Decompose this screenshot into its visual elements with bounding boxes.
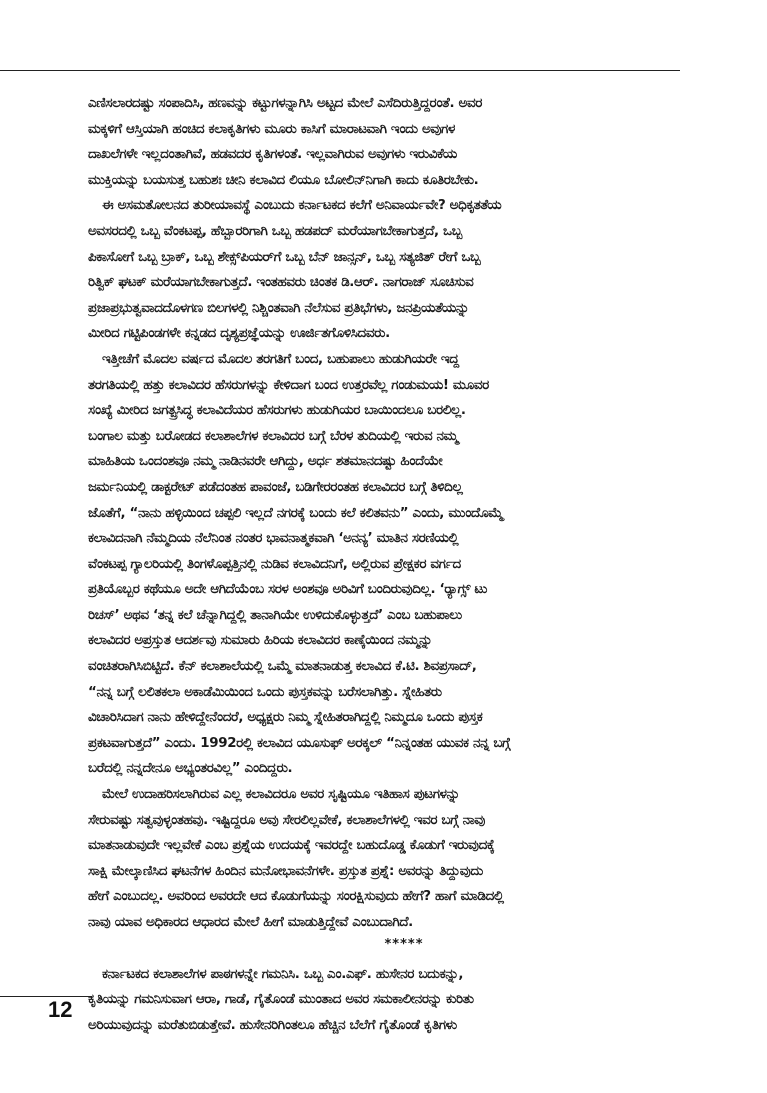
text-line: ಕಲಾವಿದರ ಅಪ್ರಸ್ತುತ ಆದರ್ಶವು ಸುಮಾರು ಹಿರಿಯ ಕಲಾವಿದರ ಕಾಣ್ಕೆಯಿಂದ ನಮ್ಮನ್ನು xyxy=(88,633,433,649)
text-line: ಎಣಿಸಲಾರದಷ್ಟು ಸಂಪಾದಿಸಿ, ಹಣವನ್ನು ಕಟ್ಟುಗಳನ್ನಾಗಿಸಿ ಅಟ್ಟದ ಮೇಲೆ ಎಸೆದಿರುತ್ತಿದ್ದರಂತೆ. ಅವರ xyxy=(88,96,482,111)
footer-rule xyxy=(0,996,92,997)
text-line: ಅರಿಯುವುದನ್ನು ಮರೆತುಬಿಡುತ್ತೇವೆ. ಹುಸೇನರಿಗಿಂತಲೂ ಹೆಚ್ಚಿನ ಬೆಲೆಗೆ ಗೈತೊಂಡೆ ಕೃತಿಗಳು xyxy=(88,1017,457,1033)
text-line: ಇತ್ತೀಚೆಗೆ ಮೊದಲ ವರ್ಷದ ಮೊದಲ ತರಗತಿಗೆ ಬಂದ, ಬಹುಪಾಲು ಹುಡುಗಿಯರೇ ಇದ್ದ xyxy=(102,351,459,367)
text-line: ಜೊತೆಗೆ, “ನಾನು ಹಳ್ಳಿಯಿಂದ ಚಪ್ಪಲಿ ಇಲ್ಲದೆ ನಗರಕ್ಕೆ ಬಂದು ಕಲೆ ಕಲಿತವನು” ಎಂದು, ಮುಂದೊಮ್ಮೆ xyxy=(88,505,504,521)
text-line: ಈ ಅಸಮತೋಲನದ ತುರೀಯಾವಸ್ಥೆ ಎಂಬುದು ಕರ್ನಾಟಕದ ಕಲೆಗೆ ಅನಿವಾರ್ಯವೇ? ಅಧಿಕೃತತೆಯ xyxy=(102,198,502,214)
text-line: ಸಂಖ್ಯೆ ಮೀರಿದ ಜಗತ್ಪ್ರಸಿದ್ಧ ಕಲಾವಿದೆಯರ ಹೆಸರುಗಳು ಹುಡುಗಿಯರ ಬಾಯಿಂದಲೂ ಬರಲಿಲ್ಲ. xyxy=(88,403,466,419)
paragraph xyxy=(88,91,680,193)
text-line: ಪ್ರತಿಯೊಬ್ಬರ ಕಥೆಯೂ ಅದೇ ಆಗಿದೆಯೆಂಬ ಸರಳ ಅಂಶವೂ ಅರಿವಿಗೆ ಬಂದಿರುವುದಿಲ್ಲ. ‘ರ್‍ಯಾಗ್ಸ್ ಟು xyxy=(88,582,488,598)
text-line: ಕರ್ನಾಟಕದ ಕಲಾಶಾಲೆಗಳ ಪಾಠಗಳನ್ನೇ ಗಮನಿಸಿ. ಒಬ್ಬ ಎಂ.ಎಫ್. ಹುಸೇನರ ಬದುಕನ್ನು, xyxy=(102,966,464,982)
text-line: ತರಗತಿಯಲ್ಲಿ ಹತ್ತು ಕಲಾವಿದರ ಹೆಸರುಗಳನ್ನು ಕೇಳಿದಾಗ ಬಂದ ಉತ್ತರವೆಲ್ಲ ಗಂಡುಮಯ! ಮೂವರ xyxy=(88,377,489,393)
paragraph xyxy=(88,962,680,1039)
text-line: ಮಕ್ಕಳಿಗೆ ಆಸ್ತಿಯಾಗಿ ಹಂಚಿದ ಕಲಾಕೃತಿಗಳು ಮೂರು ಕಾಸಿಗೆ ಮಾರಾಟವಾಗಿ ಇಂದು ಅವುಗಳ xyxy=(88,121,455,137)
text-line: ಮೀರಿದ ಗಟ್ಟಿಪಿಂಡಗಳೇ ಕನ್ನಡದ ದೃಶ್ಯಪ್ರಜ್ಞೆಯನ್ನು ಊರ್ಜಿತಗೊಳಿಸಿದವರು. xyxy=(88,326,390,342)
text-line: ರಿತ್ವಿಕ್ ಘಟಕ್ ಮರೆಯಾಗಬೇಕಾಗುತ್ತದೆ. ಇಂತಹವರು ಚಿಂತಕ ಡಿ.ಆರ್. ನಾಗರಾಜ್ ಸೂಚಿಸುವ xyxy=(88,275,474,291)
text-line: ಬರೆದಲ್ಲಿ ನನ್ನದೇನೂ ಅಭ್ಯಂತರವಿಲ್ಲ” ಎಂದಿದ್ದರು. xyxy=(88,761,293,777)
text-line: ವೆಂಕಟಪ್ಪ ಗ್ಯಾಲರಿಯಲ್ಲಿ ತಿಂಗಳೊಪ್ಪತ್ತಿನಲ್ಲಿ ನುಡಿವ ಕಲಾವಿದನಿಗೆ, ಅಲ್ಲಿರುವ ಪ್ರೇಕ್ಷಕರ ವರ್ಗದ xyxy=(88,556,461,572)
paragraph xyxy=(88,782,680,936)
section-separator: ***** xyxy=(384,936,424,952)
text-line: ರಿಚಸ್’ ಅಥವ ‘ತನ್ನ ಕಲೆ ಚೆನ್ನಾಗಿದ್ದಲ್ಲಿ ತಾನಾಗಿಯೇ ಉಳಿದುಕೊಳ್ಳುತ್ತದೆ’ ಎಂಬ ಬಹುಪಾಲು xyxy=(88,607,462,623)
text-line: ಪ್ರಕಟವಾಗುತ್ತದೆ” ಎಂದು. 1992ರಲ್ಲಿ ಕಲಾವಿದ ಯೂಸುಫ್ ಅರಕ್ಕಲ್ “ನಿನ್ನಂತಹ ಯುವಕ ನನ್ನ ಬಗ್ಗೆ xyxy=(88,735,511,751)
header-rule xyxy=(0,70,680,71)
page-number: 12 xyxy=(48,997,73,1022)
text-line: ಪಿಕಾಸೋಗೆ ಒಬ್ಬ ಬ್ರಾಕ್, ಒಬ್ಬ ಶೇಕ್ಸ್‌ಪಿಯರ್‌ಗೆ ಒಬ್ಬ ಬೆನ್ ಜಾನ್ಸನ್, ಒಬ್ಬ ಸತ್ಯಜಿತ್ ರೇಗೆ ಒಬ್ಬ xyxy=(88,249,481,265)
text-line: ಕೃತಿಯನ್ನು ಗಮನಿಸುವಾಗ ಆರಾ, ಗಾಡೆ, ಗೈತೊಂಡೆ ಮುಂತಾದ ಅವರ ಸಮಕಾಲೀನರನ್ನು ಕುರಿತು xyxy=(88,992,474,1008)
body-text xyxy=(88,91,680,1038)
text-line: ಕಲಾವಿದನಾಗಿ ನೆಮ್ಮದಿಯ ನೆಲೆನಿಂತ ನಂತರ ಭಾವನಾತ್ಮಕವಾಗಿ ‘ಅನನ್ಯ’ ಮಾತಿನ ಸರಣಿಯಲ್ಲಿ xyxy=(88,531,459,547)
text-line: ವಿಚಾರಿಸಿದಾಗ ನಾನು ಹೇಳಿದ್ದೇನೆಂದರೆ, ಅಧ್ಯಕ್ಷರು ನಿಮ್ಮ ಸ್ನೇಹಿತರಾಗಿದ್ದಲ್ಲಿ ನಿಮ್ಮದೂ ಒಂದು ಪುಸ್ತಕ xyxy=(88,710,483,726)
paragraph xyxy=(88,193,680,347)
text-line: ಜರ್ಮನಿಯಲ್ಲಿ ಡಾಕ್ಟರೇಟ್ ಪಡೆದಂತಹ ಪಾವಂಜೆ, ಬಡಿಗೇರರಂತಹ ಕಲಾವಿದರ ಬಗ್ಗೆ ತಿಳಿದಿಲ್ಲ xyxy=(88,479,463,495)
text-line: ವಂಚಿತರಾಗಿಸಿಬಿಟ್ಟಿದೆ. ಕೆನ್ ಕಲಾಶಾಲೆಯಲ್ಲಿ ಒಮ್ಮೆ ಮಾತನಾಡುತ್ತ ಕಲಾವಿದ ಕೆ.ಟಿ. ಶಿವಪ್ರಸಾದ್, xyxy=(88,659,477,675)
text-line: ಬಂಗಾಲ ಮತ್ತು ಬರೋಡದ ಕಲಾಶಾಲೆಗಳ ಕಲಾವಿದರ ಬಗ್ಗೆ ಬೆರಳ ತುದಿಯಲ್ಲಿ ಇರುವ ನಮ್ಮ xyxy=(88,428,458,444)
text-line: ಮಾಹಿತಿಯ ಒಂದಂಶವೂ ನಮ್ಮ ನಾಡಿನವರೇ ಆಗಿದ್ದು, ಅರ್ಧ ಶತಮಾನದಷ್ಟು ಹಿಂದೆಯೇ xyxy=(88,454,443,470)
text-line: ನಾವು ಯಾವ ಅಧಿಕಾರದ ಆಧಾರದ ಮೇಲೆ ಹೀಗೆ ಮಾಡುತ್ತಿದ್ದೇವೆ ಎಂಬುದಾಗಿದೆ. xyxy=(88,915,413,930)
text-line: ಸೇರುವಷ್ಟು ಸತ್ವವುಳ್ಳಂತಹವು. ಇಷ್ಟಿದ್ದರೂ ಅವು ಸೇರಲಿಲ್ಲವೇಕೆ, ಕಲಾಶಾಲೆಗಳಲ್ಲಿ ಇವರ ಬಗ್ಗೆ ನಾವು xyxy=(88,812,486,828)
text-line: ಮುಕ್ತಿಯನ್ನು ಬಯಸುತ್ತ ಬಹುಶಃ ಚೀನಿ ಕಲಾವಿದ ಲಿಯೂ ಬೋಲಿನ್‌ನಿಗಾಗಿ ಕಾದು ಕೂತಿರಬೇಕು. xyxy=(88,172,479,188)
text-line: ಅವಸರದಲ್ಲಿ ಒಬ್ಬ ವೆಂಕಟಪ್ಪ, ಹೆಬ್ಬಾರರಿಗಾಗಿ ಒಬ್ಬ ಹಡಪದ್ ಮರೆಯಾಗಬೇಕಾಗುತ್ತದೆ, ಒಬ್ಬ xyxy=(88,223,462,239)
text-line: ಹೇಗೆ ಎಂಬುದಲ್ಲ. ಅವರಿಂದ ಅವರದೇ ಆದ ಕೊಡುಗೆಯನ್ನು ಸಂರಕ್ಷಿಸುವುದು ಹೇಗೆ? ಹಾಗೆ ಮಾಡಿದಲ್ಲಿ xyxy=(88,889,504,905)
text-line: “ನನ್ನ ಬಗ್ಗೆ ಲಲಿತಕಲಾ ಅಕಾಡೆಮಿಯಿಂದ ಒಂದು ಪುಸ್ತಕವನ್ನು ಬರೆಸಲಾಗಿತ್ತು. ಸ್ನೇಹಿತರು xyxy=(88,684,442,700)
text-line: ಪ್ರಜಾಪ್ರಭುತ್ವವಾದದೊಳಗಣ ಬಿಲಗಳಲ್ಲಿ ನಿಶ್ಚಿಂತವಾಗಿ ನೆಲೆಸುವ ಪ್ರತಿಭೆಗಳು, ಜನಪ್ರಿಯತೆಯನ್ನು xyxy=(88,300,470,316)
paragraph xyxy=(88,347,680,782)
text-line: ದಾಖಲೆಗಳೇ ಇಲ್ಲದಂತಾಗಿವೆ, ಹಡವದರ ಕೃತಿಗಳಂತೆ. ಇಲ್ಲವಾಗಿರುವ ಅವುಗಳು ಇರುವಿಕೆಯ xyxy=(88,147,457,163)
text-line: ಸಾಕ್ಷಿ ಮೇಲ್ಕಾಣಿಸಿದ ಘಟನೆಗಳ ಹಿಂದಿನ ಮನೋಭಾವನೆಗಳೇ. ಪ್ರಸ್ತುತ ಪ್ರಶ್ನೆ: ಅವರನ್ನು ತಿದ್ದುವುದು xyxy=(88,863,483,879)
text-line: ಮಾತನಾಡುವುದೇ ಇಲ್ಲವೇಕೆ ಎಂಬ ಪ್ರಶ್ನೆಯ ಉದಯಕ್ಕೆ ಇವರದ್ದೇ ಬಹುದೊಡ್ಡ ಕೊಡುಗೆ ಇರುವುದಕ್ಕೆ xyxy=(88,838,495,854)
text-line: ಮೇಲೆ ಉದಾಹರಿಸಲಾಗಿರುವ ಎಲ್ಲ ಕಲಾವಿದರೂ ಅವರ ಸೃಷ್ಟಿಯೂ ಇತಿಹಾಸ ಪುಟಗಳನ್ನು xyxy=(102,787,460,803)
